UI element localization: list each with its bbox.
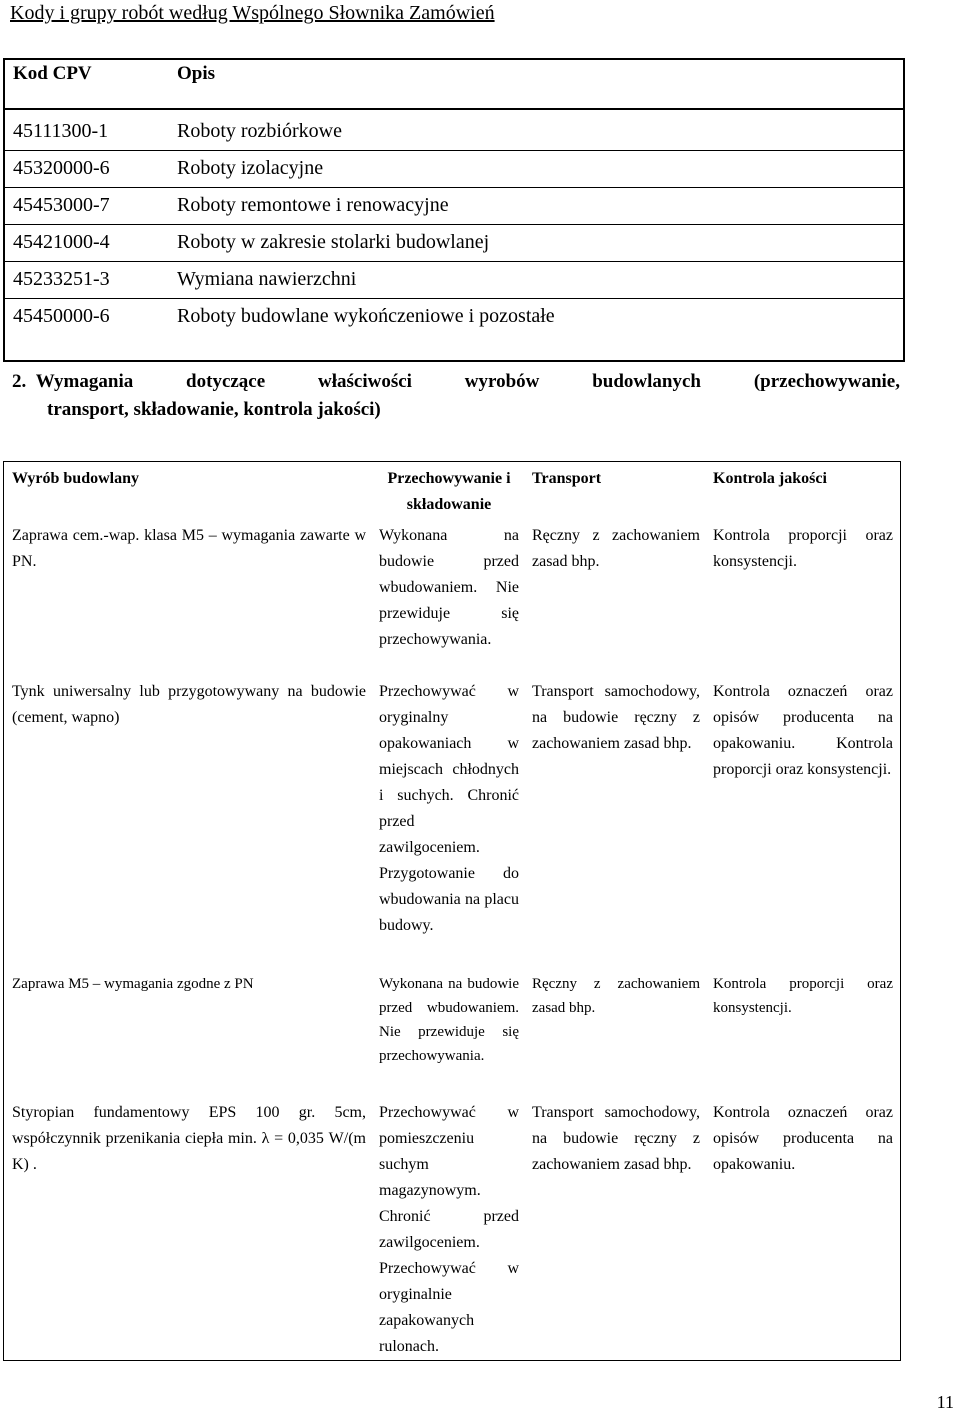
section-number: 2. <box>12 371 27 392</box>
cpv-description: Wymiana nawierzchni <box>177 268 357 290</box>
row-separator <box>5 298 903 299</box>
row-separator <box>5 150 903 151</box>
table-row <box>5 229 903 266</box>
section-word: dotyczące <box>186 371 266 392</box>
header-product: Wyrób budowlany <box>12 470 139 487</box>
row-2-product: Tynk uniwersalny lub przygotowywany na budowie (cement, wapno) <box>12 683 366 726</box>
section-number-and-word <box>12 368 133 396</box>
row-3-product: Zaprawa M5 – wymagania zgodne z PN <box>12 976 254 992</box>
row-separator <box>5 261 903 262</box>
cpv-rows <box>5 118 903 340</box>
products-table <box>3 461 901 1361</box>
row-separator <box>5 224 903 225</box>
cpv-description: Roboty w zakresie stolarki budowlanej <box>177 231 490 253</box>
cpv-code: 45111300-1 <box>13 120 109 142</box>
row-3-transport: Ręczny z zachowaniem zasad bhp. <box>532 976 700 1016</box>
cpv-header-code: Kod CPV <box>13 63 92 84</box>
row-1-quality: Kontrola proporcji oraz konsystencji. <box>713 527 893 570</box>
table-row <box>5 303 903 340</box>
table-row <box>5 118 903 155</box>
cpv-description: Roboty budowlane wykończeniowe i pozostałe <box>177 305 555 327</box>
section-word: wyrobów <box>464 371 540 392</box>
row-3-storage: Wykonana na budowie przed wbudowaniem. Nie przewiduje się przechowywania. <box>379 976 519 1064</box>
cpv-description: Roboty rozbiórkowe <box>177 120 342 142</box>
cpv-code: 45421000-4 <box>13 231 110 253</box>
cpv-header-description: Opis <box>177 63 216 84</box>
row-2-storage: Przechowywać w oryginalny opakowaniach w miejscach chłodnych i suchych. Chronić przed zawilgoceniem. Przygotowanie do wbudowania na placu budowy. <box>379 683 519 934</box>
cpv-description: Roboty izolacyjne <box>177 157 324 179</box>
row-2-transport: Transport samochodowy, na budowie ręczny z zachowaniem zasad bhp. <box>532 683 700 752</box>
table-row <box>5 192 903 229</box>
row-separator <box>5 187 903 188</box>
table-row <box>5 155 903 192</box>
section-word: budowlanych <box>592 371 701 392</box>
row-2-quality: Kontrola oznaczeń oraz opisów producenta na opakowaniu. Kontrola proporcji oraz konsystencji. <box>713 683 893 778</box>
page-heading: Kody i grupy robót według Wspólnego Słownika Zamówień <box>10 2 495 24</box>
cpv-code: 45233251-3 <box>13 268 110 290</box>
table-row <box>5 266 903 303</box>
row-4-storage: Przechowywać w pomieszczeniu suchym magazynowym. Chronić przed zawilgoceniem. Przechowywać w oryginalnie zapakowanych rulonach. <box>379 1104 519 1355</box>
row-1-product: Zaprawa cem.-wap. klasa M5 – wymagania zawarte w PN. <box>12 527 366 570</box>
header-quality: Kontrola jakości <box>713 470 827 487</box>
section-word: Wymagania <box>35 371 134 392</box>
header-transport: Transport <box>532 470 602 487</box>
section-title-line-2: transport, składowanie, kontrola jakości) <box>47 399 381 420</box>
cpv-code: 45450000-6 <box>13 305 110 327</box>
row-3-quality: Kontrola proporcji oraz konsystencji. <box>713 976 893 1016</box>
header-storage: Przechowywanie i składowanie <box>387 470 511 513</box>
section-word: właściwości <box>318 371 412 392</box>
cpv-table-header <box>5 60 903 110</box>
cpv-code: 45320000-6 <box>13 157 110 179</box>
section-title-line-1 <box>12 368 900 396</box>
cpv-code: 45453000-7 <box>13 194 110 216</box>
cpv-table <box>3 58 905 362</box>
cpv-description: Roboty remontowe i renowacyjne <box>177 194 449 216</box>
row-1-storage: Wykonana na budowie przed wbudowaniem. Nie przewiduje się przechowywania. <box>379 527 519 648</box>
row-4-product: Styropian fundamentowy EPS 100 gr. 5cm, współczynnik przenikania ciepła min. λ = 0,035 W/(m K) . <box>12 1104 366 1173</box>
row-4-quality: Kontrola oznaczeń oraz opisów producenta na opakowaniu. <box>713 1104 893 1173</box>
row-4-transport: Transport samochodowy, na budowie ręczny z zachowaniem zasad bhp. <box>532 1104 700 1173</box>
row-1-transport: Ręczny z zachowaniem zasad bhp. <box>532 527 700 570</box>
section-heading <box>12 368 900 424</box>
page-number: 11 <box>936 1392 954 1412</box>
section-word: (przechowywanie, <box>753 371 900 392</box>
